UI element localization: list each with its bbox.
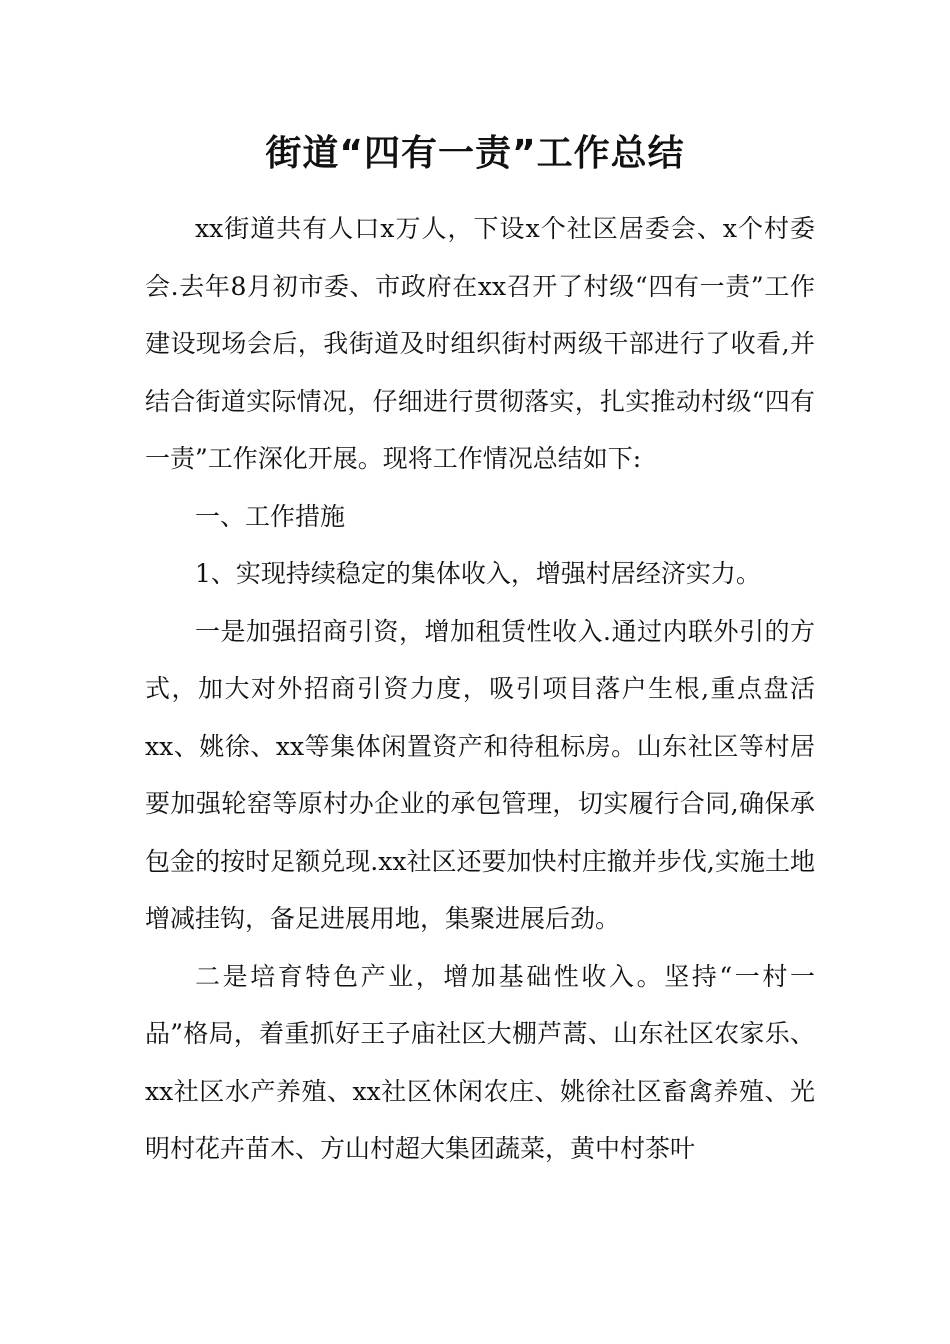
document-body bbox=[145, 200, 815, 1178]
paragraph-intro: xx街道共有人口x万人，下设x个社区居委会、x个村委会.去年8月初市委、市政府在xx召开了村级“四有一责”工作建设现场会后，我街道及时组织街村两级干部进行了收看,并结合街道实际情况，仔细进行贯彻落实，扎实推动村级“四有一责”工作深化开展。现将工作情况总结如下: bbox=[145, 214, 815, 473]
subsection-heading-income: 1、实现持续稳定的集体收入，增强村居经济实力。 bbox=[195, 559, 761, 588]
paragraph-industry: 二是培育特色产业，增加基础性收入。坚持“一村一品”格局，着重抓好王子庙社区大棚芦蒿、山东社区农家乐、xx社区水产养殖、xx社区休闲农庄、姚徐社区畜禽养殖、光明村花卉苗木、方山村超大集团蔬菜，黄中村茶叶 bbox=[145, 961, 815, 1163]
paragraph-investment: 一是加强招商引资，增加租赁性收入.通过内联外引的方式，加大对外招商引资力度，吸引项目落户生根,重点盘活xx、姚徐、xx等集体闲置资产和待租标房。山东社区等村居要加强轮窑等原村办企业的承包管理，切实履行合同,确保承包金的按时足额兑现.xx社区还要加快村庄撤并步伐,实施土地增减挂钩，备足进展用地，集聚进展后劲。 bbox=[145, 616, 815, 933]
section-heading-measures: 一、工作措施 bbox=[195, 501, 346, 531]
document-title: 街道“四有一责”工作总结 bbox=[265, 133, 685, 174]
